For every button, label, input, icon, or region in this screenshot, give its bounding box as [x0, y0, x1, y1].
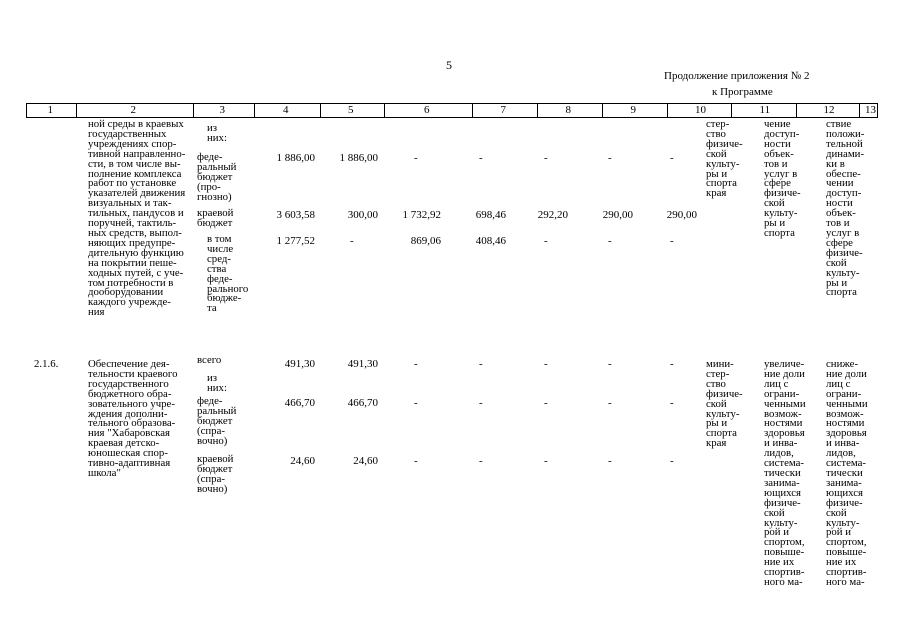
table-cell-value: - [608, 358, 612, 370]
table-cell-value: - [670, 152, 674, 164]
table-cell-value: - [544, 455, 548, 467]
table-cell-value: 1 886,00 [339, 152, 378, 164]
column-divider [76, 104, 77, 117]
result-cell: чение доступ- ности объек- тов и услуг в сфере физиче- ской культу- ры и спорта [764, 118, 801, 239]
column-number: 5 [348, 104, 354, 116]
indicator-cell: ствие положи- тельной динами- ки в обеспе- чении доступ- ности объек- тов и услуг в сфере физиче- ской культу- ры и спорта [826, 118, 865, 299]
table-cell-value: 408,46 [475, 235, 506, 247]
appendix-heading: Продолжение приложения № 2 [664, 70, 810, 82]
table-cell-value: 869,06 [410, 235, 441, 247]
column-divider [667, 104, 668, 117]
column-divider [602, 104, 603, 117]
column-number: 8 [565, 104, 571, 116]
row-description: ной среды в краевых государственных учреждениях спор- тивной направленно- сти, в том числе вы- полнение комплекса работ по установке указателей движения визуальных и так- тильных, пандусов и поручней, тактиль- ных средств, выпол- няющих предупре- дительную функцию на покрытии пеше- ходных путей, с уче- том потребности в дооборудовании каждого учрежде- ния [88, 118, 186, 319]
table-cell-value: 24,60 [353, 455, 378, 467]
column-divider [537, 104, 538, 117]
column-number: 9 [630, 104, 636, 116]
executor-cell: стер- ство физиче- ской культу- ры и спорта края [706, 118, 743, 200]
column-divider [320, 104, 321, 117]
column-number: 13 [865, 104, 876, 116]
source-label: феде- ральный бюджет (спра- вочно) [197, 395, 237, 447]
column-divider [859, 104, 860, 117]
table-cell-value: - [544, 358, 548, 370]
table-cell-value: 290,00 [666, 209, 697, 221]
table-cell-value: 290,00 [602, 209, 633, 221]
column-number: 7 [500, 104, 506, 116]
table-cell-value: 466,70 [284, 397, 315, 409]
table-cell-value: - [479, 358, 483, 370]
table-cell-value: - [414, 152, 418, 164]
source-label: краевой бюджет [197, 207, 234, 229]
table-cell-value: - [608, 235, 612, 247]
column-divider [384, 104, 385, 117]
table-cell-value: 698,46 [475, 209, 506, 221]
table-cell-value: 1 886,00 [276, 152, 315, 164]
column-number: 4 [283, 104, 289, 116]
table-cell-value: - [544, 397, 548, 409]
column-divider [254, 104, 255, 117]
source-label: всего [197, 354, 222, 366]
table-cell-value: - [479, 152, 483, 164]
column-number: 12 [823, 104, 835, 116]
table-cell-value: - [608, 455, 612, 467]
column-number: 1 [47, 104, 53, 116]
table-cell-value: - [414, 358, 418, 370]
column-number: 2 [130, 104, 136, 116]
column-number-header [26, 103, 878, 118]
source-label: в том числе сред- ства феде- рального бюдже- та [207, 233, 249, 315]
column-number: 10 [695, 104, 706, 116]
indicator-cell: сниже- ние доли лиц с ограни- ченными возмож- ностями здоровья и инва- лидов, система- тически занима- ющихся физиче- ской культу- рой и спортом, повыше- ние их спортив- ного ма- [826, 358, 868, 588]
table-cell-value: - [670, 358, 674, 370]
column-number: 6 [424, 104, 430, 116]
table-cell-value: - [350, 235, 354, 247]
column-divider [796, 104, 797, 117]
row-number: 2.1.6. [34, 358, 59, 370]
table-cell-value: - [608, 152, 612, 164]
executor-cell: мини- стер- ство физиче- ской культу- ры и спорта края [706, 358, 743, 450]
table-cell-value: 491,30 [284, 358, 315, 370]
table-cell-value: - [544, 235, 548, 247]
row-description: Обеспечение дея- тельности краевого государственного бюджетного обра- зовательного учре- ждения дополни- тельного образова- ния "Хабаровская краевая детско- юношеская спор- тивно-адаптивная школа" [88, 358, 178, 479]
table-cell-value: - [479, 397, 483, 409]
column-number: 11 [759, 104, 771, 116]
column-divider [193, 104, 194, 117]
table-cell-value: - [544, 152, 548, 164]
table-cell-value: 24,60 [290, 455, 315, 467]
column-divider [731, 104, 732, 117]
source-label: из них: [207, 372, 227, 394]
table-cell-value: 466,70 [347, 397, 378, 409]
table-cell-value: - [479, 455, 483, 467]
table-cell-value: - [414, 455, 418, 467]
source-label: из них: [207, 122, 227, 144]
page-number: 5 [446, 58, 452, 72]
table-cell-value: - [670, 235, 674, 247]
source-label: краевой бюджет (спра- вочно) [197, 453, 234, 495]
table-cell-value: 300,00 [347, 209, 378, 221]
table-cell-value: - [608, 397, 612, 409]
table-cell-value: 292,20 [537, 209, 568, 221]
table-cell-value: 1 732,92 [402, 209, 441, 221]
column-divider [472, 104, 473, 117]
table-cell-value: - [670, 397, 674, 409]
table-cell-value: - [670, 455, 674, 467]
source-label: феде- ральный бюджет (про- гнозно) [197, 151, 237, 203]
column-number: 3 [219, 104, 225, 116]
result-cell: увеличе- ние доли лиц с ограни- ченными возмож- ностями здоровья и инва- лидов, система- тически занима- ющихся физиче- ской культу- рой и спортом, повыше- ние их спортив- ного ма- [764, 358, 806, 588]
appendix-subheading: к Программе [712, 86, 773, 98]
table-cell-value: - [414, 397, 418, 409]
table-cell-value: 491,30 [347, 358, 378, 370]
table-cell-value: 3 603,58 [276, 209, 315, 221]
table-cell-value: 1 277,52 [276, 235, 315, 247]
